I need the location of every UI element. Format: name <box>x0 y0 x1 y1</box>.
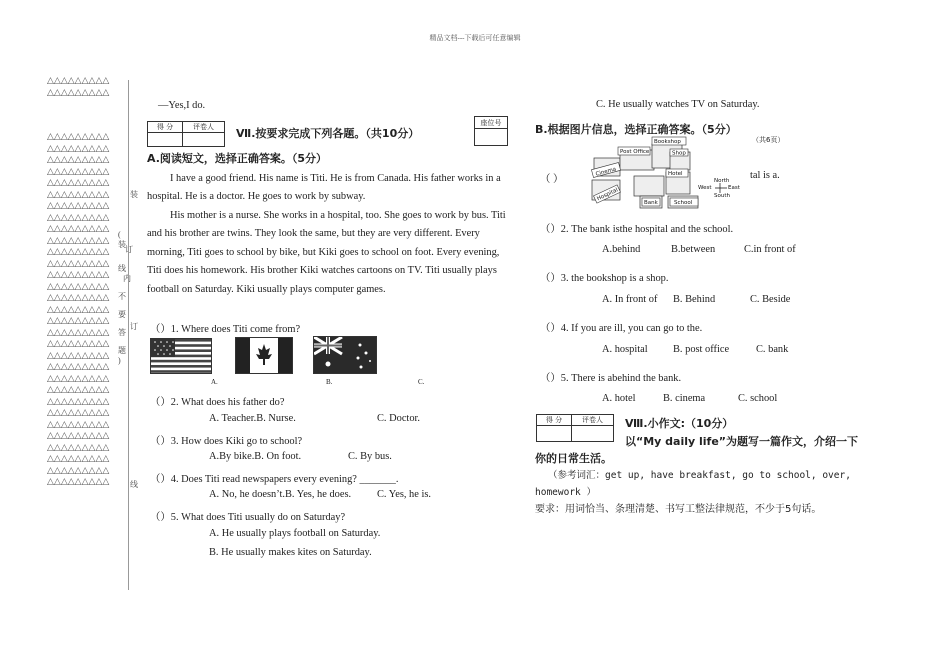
question-b3-option-c: C. Beside <box>750 294 791 305</box>
flag-option-c: C. <box>418 378 425 386</box>
binding-char: 装 <box>118 240 126 249</box>
triangle-row: △△△△△△△△△ <box>47 373 110 384</box>
map-label-shop: Shop <box>672 150 686 157</box>
triangle-row: △△△△△△△△△ <box>47 258 110 269</box>
question-3-options-ab: A.By bike.B. On foot. <box>209 451 302 462</box>
triangle-row: △△△△△△△△△ <box>47 87 110 98</box>
binding-char: 题 <box>118 346 126 355</box>
part-a-title: A.阅读短文，选择正确答案。（5分） <box>147 152 328 165</box>
question-4-option-c: C. Yes, he is. <box>377 489 431 500</box>
map-label-hospital: Hospital <box>596 187 620 203</box>
question-3: （）3. How does Kiki go to school? <box>150 436 303 447</box>
triangle-row: △△△△△△△△△ <box>47 201 110 211</box>
question-b5: （）5. There is abehind the bank. <box>540 373 682 384</box>
part-b-title: B.根据图片信息，选择正确答案。（5分） <box>535 123 737 136</box>
map-label-bookshop: Bookshop <box>654 139 681 145</box>
question-b2-option-b: B.between <box>671 244 716 255</box>
question-b1-tail: tal is a. <box>750 170 780 181</box>
question-b3-option-b: B. Behind <box>673 294 716 305</box>
triangle-row: △△△△△△△△△ <box>47 385 110 395</box>
triangle-row: △△△△△△△△△ <box>47 281 110 292</box>
section-8-title: Ⅷ.小作文:（10分） <box>625 417 734 430</box>
question-2-options-ab: A. Teacher.B. Nurse. <box>209 413 296 424</box>
triangle-row: △△△△△△△△△ <box>47 431 110 441</box>
compass-north: North <box>714 178 730 184</box>
question-5: （）5. What does Titi usually do on Saturday? <box>150 512 346 523</box>
grader-cell[interactable] <box>572 426 614 442</box>
question-b2-option-a: A.behind <box>602 244 641 255</box>
triangle-row: △△△△△△△△△ <box>47 419 110 430</box>
binding-line <box>128 80 129 590</box>
triangle-row: △△△△△△△△△ <box>47 442 110 453</box>
header-note: 精品文档---下载后可任意编辑 <box>429 34 521 42</box>
binding-char: 不 <box>118 292 126 301</box>
binding-char: 订 <box>130 322 138 331</box>
question-b3: （）3. the bookshop is a shop. <box>540 273 669 284</box>
binding-char: 内 <box>123 274 131 283</box>
question-1: （）1. Where does Titi come from? <box>150 324 301 335</box>
question-b4-option-a: A. hospital <box>602 344 648 355</box>
map-label-bank: Bank <box>644 200 658 206</box>
compass-west: West <box>698 185 712 191</box>
flag-option-a: A. <box>211 378 218 386</box>
triangle-row: △△△△△△△△△ <box>47 362 110 372</box>
binding-char: 线 <box>130 480 138 489</box>
question-2-option-c: C. Doctor. <box>377 413 421 424</box>
question-b4-option-b: B. post office <box>673 344 730 355</box>
score-box <box>147 121 225 147</box>
binding-char: 要 <box>118 310 126 319</box>
triangle-border-main <box>47 132 109 489</box>
map-label-cinema: Cinema <box>595 166 617 178</box>
reference-words-cont: homework ） <box>535 487 596 498</box>
triangle-row: △△△△△△△△△ <box>47 339 110 349</box>
flag-option-b: B. <box>326 378 333 386</box>
question-b2-option-c: C.in front of <box>744 244 796 255</box>
triangle-row: △△△△△△△△△ <box>47 304 110 315</box>
triangle-row: △△△△△△△△△ <box>47 316 110 326</box>
seat-cell[interactable] <box>475 129 508 146</box>
binding-char: 线 <box>118 264 126 273</box>
essay-prompt-line-1: 以“My daily life”为题写一篇作文，介绍一下 <box>625 435 859 448</box>
question-5-option-a: A. He usually plays football on Saturday. <box>209 528 381 539</box>
question-5-option-b: B. He usually makes kites on Saturday. <box>209 547 372 558</box>
triangle-row: △△△△△△△△△ <box>47 235 110 246</box>
binding-char: 订 <box>125 245 133 254</box>
triangle-border-top <box>47 76 109 99</box>
triangle-row: △△△△△△△△△ <box>47 166 110 177</box>
seat-number-box <box>474 116 508 146</box>
question-b5-option-b: B. cinema <box>663 393 706 404</box>
question-b5-option-c: C. school <box>738 393 778 404</box>
question-2: （）2. What does his father do? <box>150 397 285 408</box>
score-label: 得 分 <box>148 122 183 133</box>
question-4-options-ab: A. No, he doesn’t.B. Yes, he does. <box>209 489 352 500</box>
score-cell[interactable] <box>148 133 183 147</box>
score-cell[interactable] <box>537 426 572 442</box>
triangle-row: △△△△△△△△△ <box>47 143 110 154</box>
canada-flag-image <box>235 337 293 374</box>
passage-paragraph-2: His mother is a nurse. She works in a hospital, too. She goes to work by bus. Titi and his brother are twins. They look the same, but they are very different. Every morning, Titi goes to school by bike, but Kiki goes to school on foot. Every evening, Titi does his homework. His brother Kiki watches cartoons on TV. Titi usually plays football on Saturday. Kiki usually plays computer games. <box>147 210 506 295</box>
question-b1-paren: （ ） <box>540 174 564 185</box>
triangle-row: △△△△△△△△△ <box>47 477 110 487</box>
writing-requirement: 要求：用词恰当、条理清楚、书写工整法律规范，不少于5句话。 <box>535 504 822 515</box>
question-b3-option-a: A. In front of <box>602 294 658 305</box>
question-5-option-c: C. He usually watches TV on Saturday. <box>596 99 760 110</box>
triangle-row: △△△△△△△△△ <box>47 454 110 464</box>
triangle-row: △△△△△△△△△ <box>47 189 110 200</box>
binding-char: ) <box>118 356 121 365</box>
score-label: 得 分 <box>537 415 572 426</box>
passage-paragraph-1: I have a good friend. His name is Titi. He is from Canada. His father works in a hospital. He is a doctor. He goes to work by subway. <box>147 173 501 203</box>
essay-prompt-line-2: 你的日常生活。 <box>535 452 612 465</box>
triangle-row: △△△△△△△△△ <box>47 132 110 142</box>
triangle-row: △△△△△△△△△ <box>47 76 110 86</box>
map-label-post-office: Post Office <box>620 149 650 155</box>
triangle-row: △△△△△△△△△ <box>47 178 110 188</box>
triangle-row: △△△△△△△△△ <box>47 327 110 338</box>
compass-east: East <box>728 185 740 191</box>
triangle-row: △△△△△△△△△ <box>47 224 110 234</box>
usa-flag-image <box>150 338 212 374</box>
grader-label: 评卷人 <box>183 122 225 133</box>
compass-south: South <box>714 193 730 199</box>
score-box-2 <box>536 414 614 442</box>
town-map-image <box>590 136 750 210</box>
dialog-answer: —Yes,I do. <box>158 100 206 111</box>
triangle-row: △△△△△△△△△ <box>47 247 110 257</box>
page-note: （共6页） <box>752 136 785 144</box>
binding-char: 装 <box>130 190 138 199</box>
question-4: （）4. Does Titi read newspapers every evening? _______. <box>150 474 399 485</box>
seat-label: 座位号 <box>475 117 508 129</box>
question-b4-option-c: C. bank <box>756 344 789 355</box>
grader-cell[interactable] <box>183 133 225 147</box>
triangle-row: △△△△△△△△△ <box>47 270 110 280</box>
triangle-row: △△△△△△△△△ <box>47 293 110 303</box>
map-label-school: School <box>674 200 693 206</box>
triangle-row: △△△△△△△△△ <box>47 465 110 476</box>
triangle-row: △△△△△△△△△ <box>47 408 110 418</box>
triangle-row: △△△△△△△△△ <box>47 155 110 165</box>
grader-label: 评卷人 <box>572 415 614 426</box>
question-b4: （）4. If you are ill, you can go to the. <box>540 323 703 334</box>
reference-words: （参考词汇：get up, have breakfast, go to school, over, <box>548 470 851 481</box>
triangle-row: △△△△△△△△△ <box>47 396 110 407</box>
binding-char: ( <box>118 230 121 239</box>
triangle-row: △△△△△△△△△ <box>47 212 110 223</box>
binding-char: 答 <box>118 328 126 337</box>
australia-flag-image <box>313 336 377 374</box>
question-3-option-c: C. By bus. <box>348 451 392 462</box>
section-7-title: Ⅶ.按要求完成下列各题。（共10分） <box>236 127 420 140</box>
map-label-hotel: Hotel <box>668 171 683 177</box>
question-b5-option-a: A. hotel <box>602 393 636 404</box>
question-b2: （）2. The bank isthe hospital and the school. <box>540 224 734 235</box>
triangle-row: △△△△△△△△△ <box>47 350 110 361</box>
